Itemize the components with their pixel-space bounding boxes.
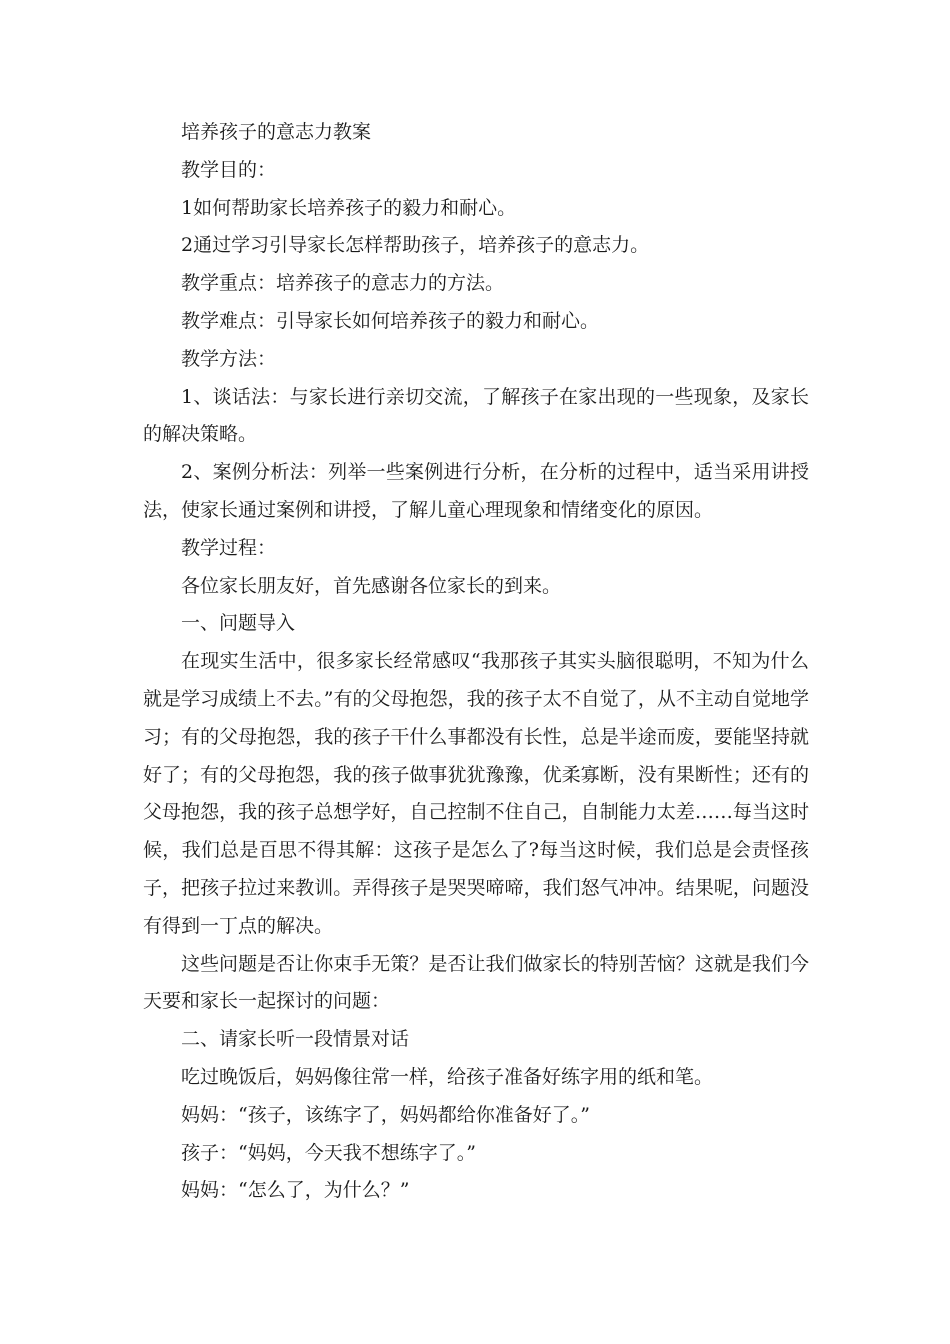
body-paragraph: 在现实生活中，很多家长经常感叹“我那孩子其实头脑很聪明，不知为什么就是学习成绩上不去。”有的父母抱怨，我的孩子太不自觉了，从不主动自觉地学习；有的父母抱怨，我的孩子干什么事都没有长性，总是半途而废，要能坚持就好了；有的父母抱怨，我的孩子做事犹犹豫豫，优柔寡断，没有果断性；还有的父母抱怨，我的孩子总想学好，自己控制不住自己，自制能力太差……每当这时候，我们总是百思不得其解：这孩子是怎么了?每当这时候，我们总是会责怪孩子，把孩子拉过来教训。弄得孩子是哭哭啼啼，我们怒气冲冲。结果呢，问题没有得到一丁点的解决。 [143, 650, 809, 937]
subsection-heading: 一、问题导入 [181, 612, 296, 635]
section-heading-objectives: 教学目的： [181, 158, 277, 181]
body-paragraph: 各位家长朋友好，首先感谢各位家长的到来。 [181, 574, 562, 597]
method-item: 1、谈话法：与家长进行亲切交流，了解孩子在家出现的一些现象，及家长的解决策略。 [143, 385, 809, 446]
body-paragraph: 吃过晚饭后，妈妈像往常一样，给孩子准备好练字用的纸和笔。 [181, 1065, 714, 1088]
document-body [143, 114, 809, 1210]
method-item: 2、案例分析法：列举一些案例进行分析，在分析的过程中，适当采用讲授法，使家长通过案例和讲授，了解儿童心理现象和情绪变化的原因。 [143, 461, 809, 521]
body-paragraph: 这些问题是否让你束手无策？是否让我们做家长的特别苦恼？这就是我们今天要和家长一起探讨的问题： [143, 952, 809, 1013]
section-heading-process: 教学过程： [181, 536, 277, 559]
subsection-heading: 二、请家长听一段情景对话 [181, 1028, 410, 1051]
objective-item: 1如何帮助家长培养孩子的毅力和耐心。 [181, 196, 517, 219]
dialogue-line: 妈妈：“怎么了，为什么？” [181, 1179, 410, 1202]
section-heading-methods: 教学方法： [181, 347, 277, 370]
difficult-point: 教学难点：引导家长如何培养孩子的毅力和耐心。 [181, 309, 600, 332]
dialogue-line: 孩子：“妈妈，今天我不想练字了。” [181, 1141, 476, 1164]
objective-item: 2通过学习引导家长怎样帮助孩子，培养孩子的意志力。 [181, 234, 650, 257]
dialogue-line: 妈妈：“孩子，该练字了，妈妈都给你准备好了。” [181, 1103, 590, 1126]
document-title: 培养孩子的意志力教案 [181, 121, 372, 143]
key-point: 教学重点：培养孩子的意志力的方法。 [181, 272, 505, 295]
